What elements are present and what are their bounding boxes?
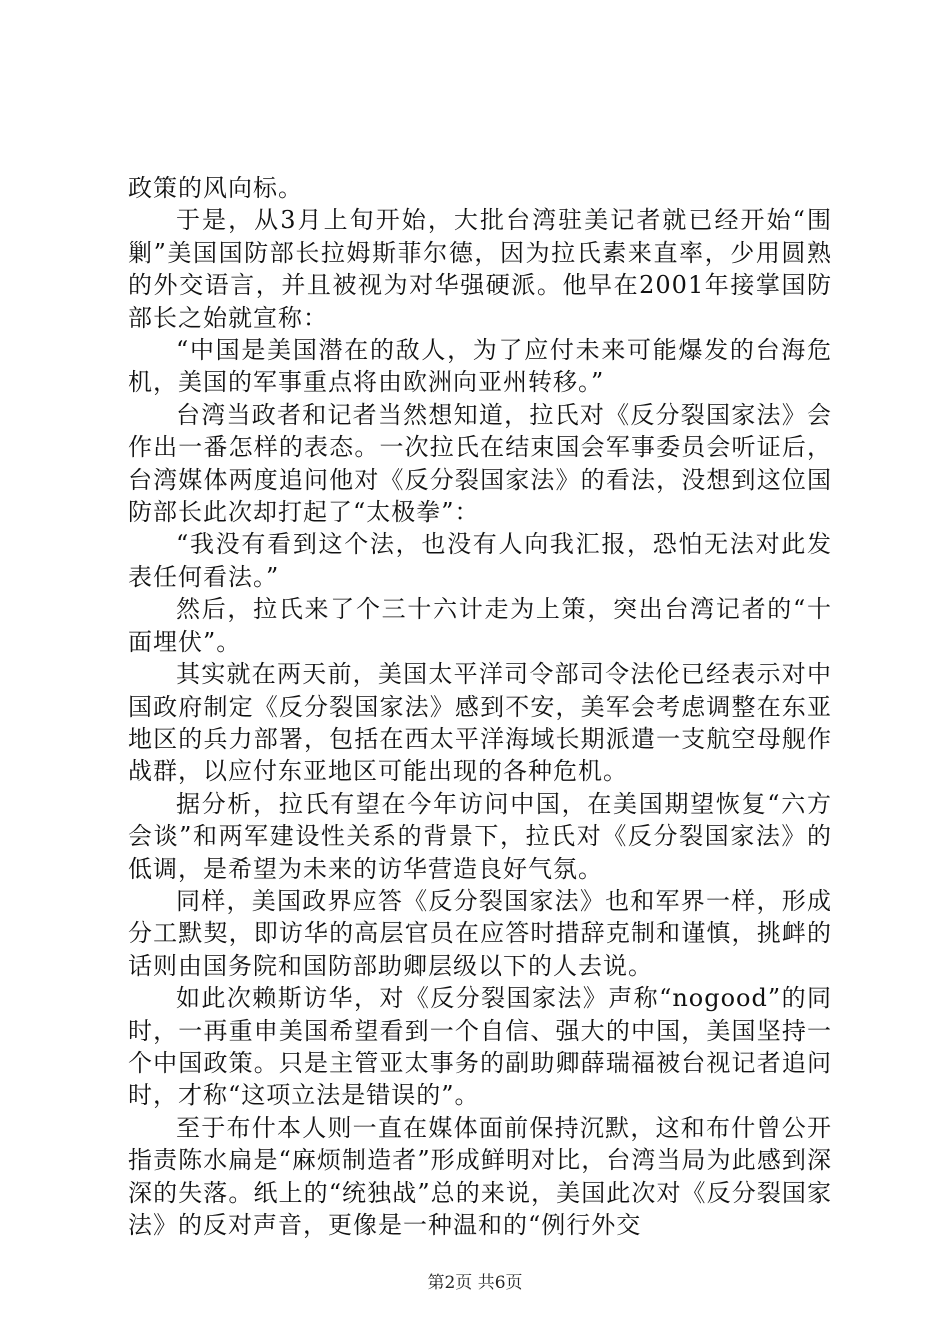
paragraph: 如此次赖斯访华，对《反分裂国家法》声称“nogood”的同时，一再重申美国希望看到一个自信、强大的中国，美国坚持一个中国政策。只是主管亚太事务的副助卿薛瑞福被台视记者追问时，才称“这项立法是错误的”。 [128,984,832,1110]
document-body [128,172,832,1241]
paragraph: 然后，拉氏来了个三十六计走为上策，突出台湾记者的“十面埋伏”。 [128,595,832,656]
paragraph: 同样，美国政界应答《反分裂国家法》也和军界一样，形成分工默契，即访华的高层官员在应答时措辞克制和谨慎，挑衅的话则由国务院和国防部助卿层级以下的人去说。 [128,886,832,980]
paragraph: 于是，从3月上旬开始，大批台湾驻美记者就已经开始“围剿”美国国防部长拉姆斯菲尔德，因为拉氏素来直率，少用圆熟的外交语言，并且被视为对华强硬派。他早在2001年接掌国防部长之始就宣称： [128,206,832,332]
paragraph-continuation: 政策的风向标。 [128,174,303,202]
paragraph: 至于布什本人则一直在媒体面前保持沉默，这和布什曾公开指责陈水扁是“麻烦制造者”形成鲜明对比，台湾当局为此感到深深的失落。纸上的“统独战”总的来说，美国此次对《反分裂国家法》的反对声音，更像是一种温和的“例行外交 [128,1113,832,1239]
paragraph: 台湾当政者和记者当然想知道，拉氏对《反分裂国家法》会作出一番怎样的表态。一次拉氏在结束国会军事委员会听证后，台湾媒体两度追问他对《反分裂国家法》的看法，没想到这位国防部长此次却打起了“太极拳”： [128,400,832,527]
paragraph: 其实就在两天前，美国太平洋司令部司令法伦已经表示对中国政府制定《反分裂国家法》感到不安，美军会考虑调整在东亚地区的兵力部署，包括在西太平洋海域长期派遣一支航空母舰作战群，以应付东亚地区可能出现的各种危机。 [128,660,832,786]
quote-paragraph: “中国是美国潜在的敌人，为了应付未来可能爆发的台海危机，美国的军事重点将由欧洲向亚州转移。” [128,336,832,397]
page-number-footer: 第2页 共6页 [427,1273,523,1293]
paragraph: 据分析，拉氏有望在今年访问中国，在美国期望恢复“六方会谈”和两军建设性关系的背景下，拉氏对《反分裂国家法》的低调，是希望为未来的访华营造良好气氛。 [128,789,832,883]
quote-paragraph: “我没有看到这个法，也没有人向我汇报，恐怕无法对此发表任何看法。” [128,530,832,591]
